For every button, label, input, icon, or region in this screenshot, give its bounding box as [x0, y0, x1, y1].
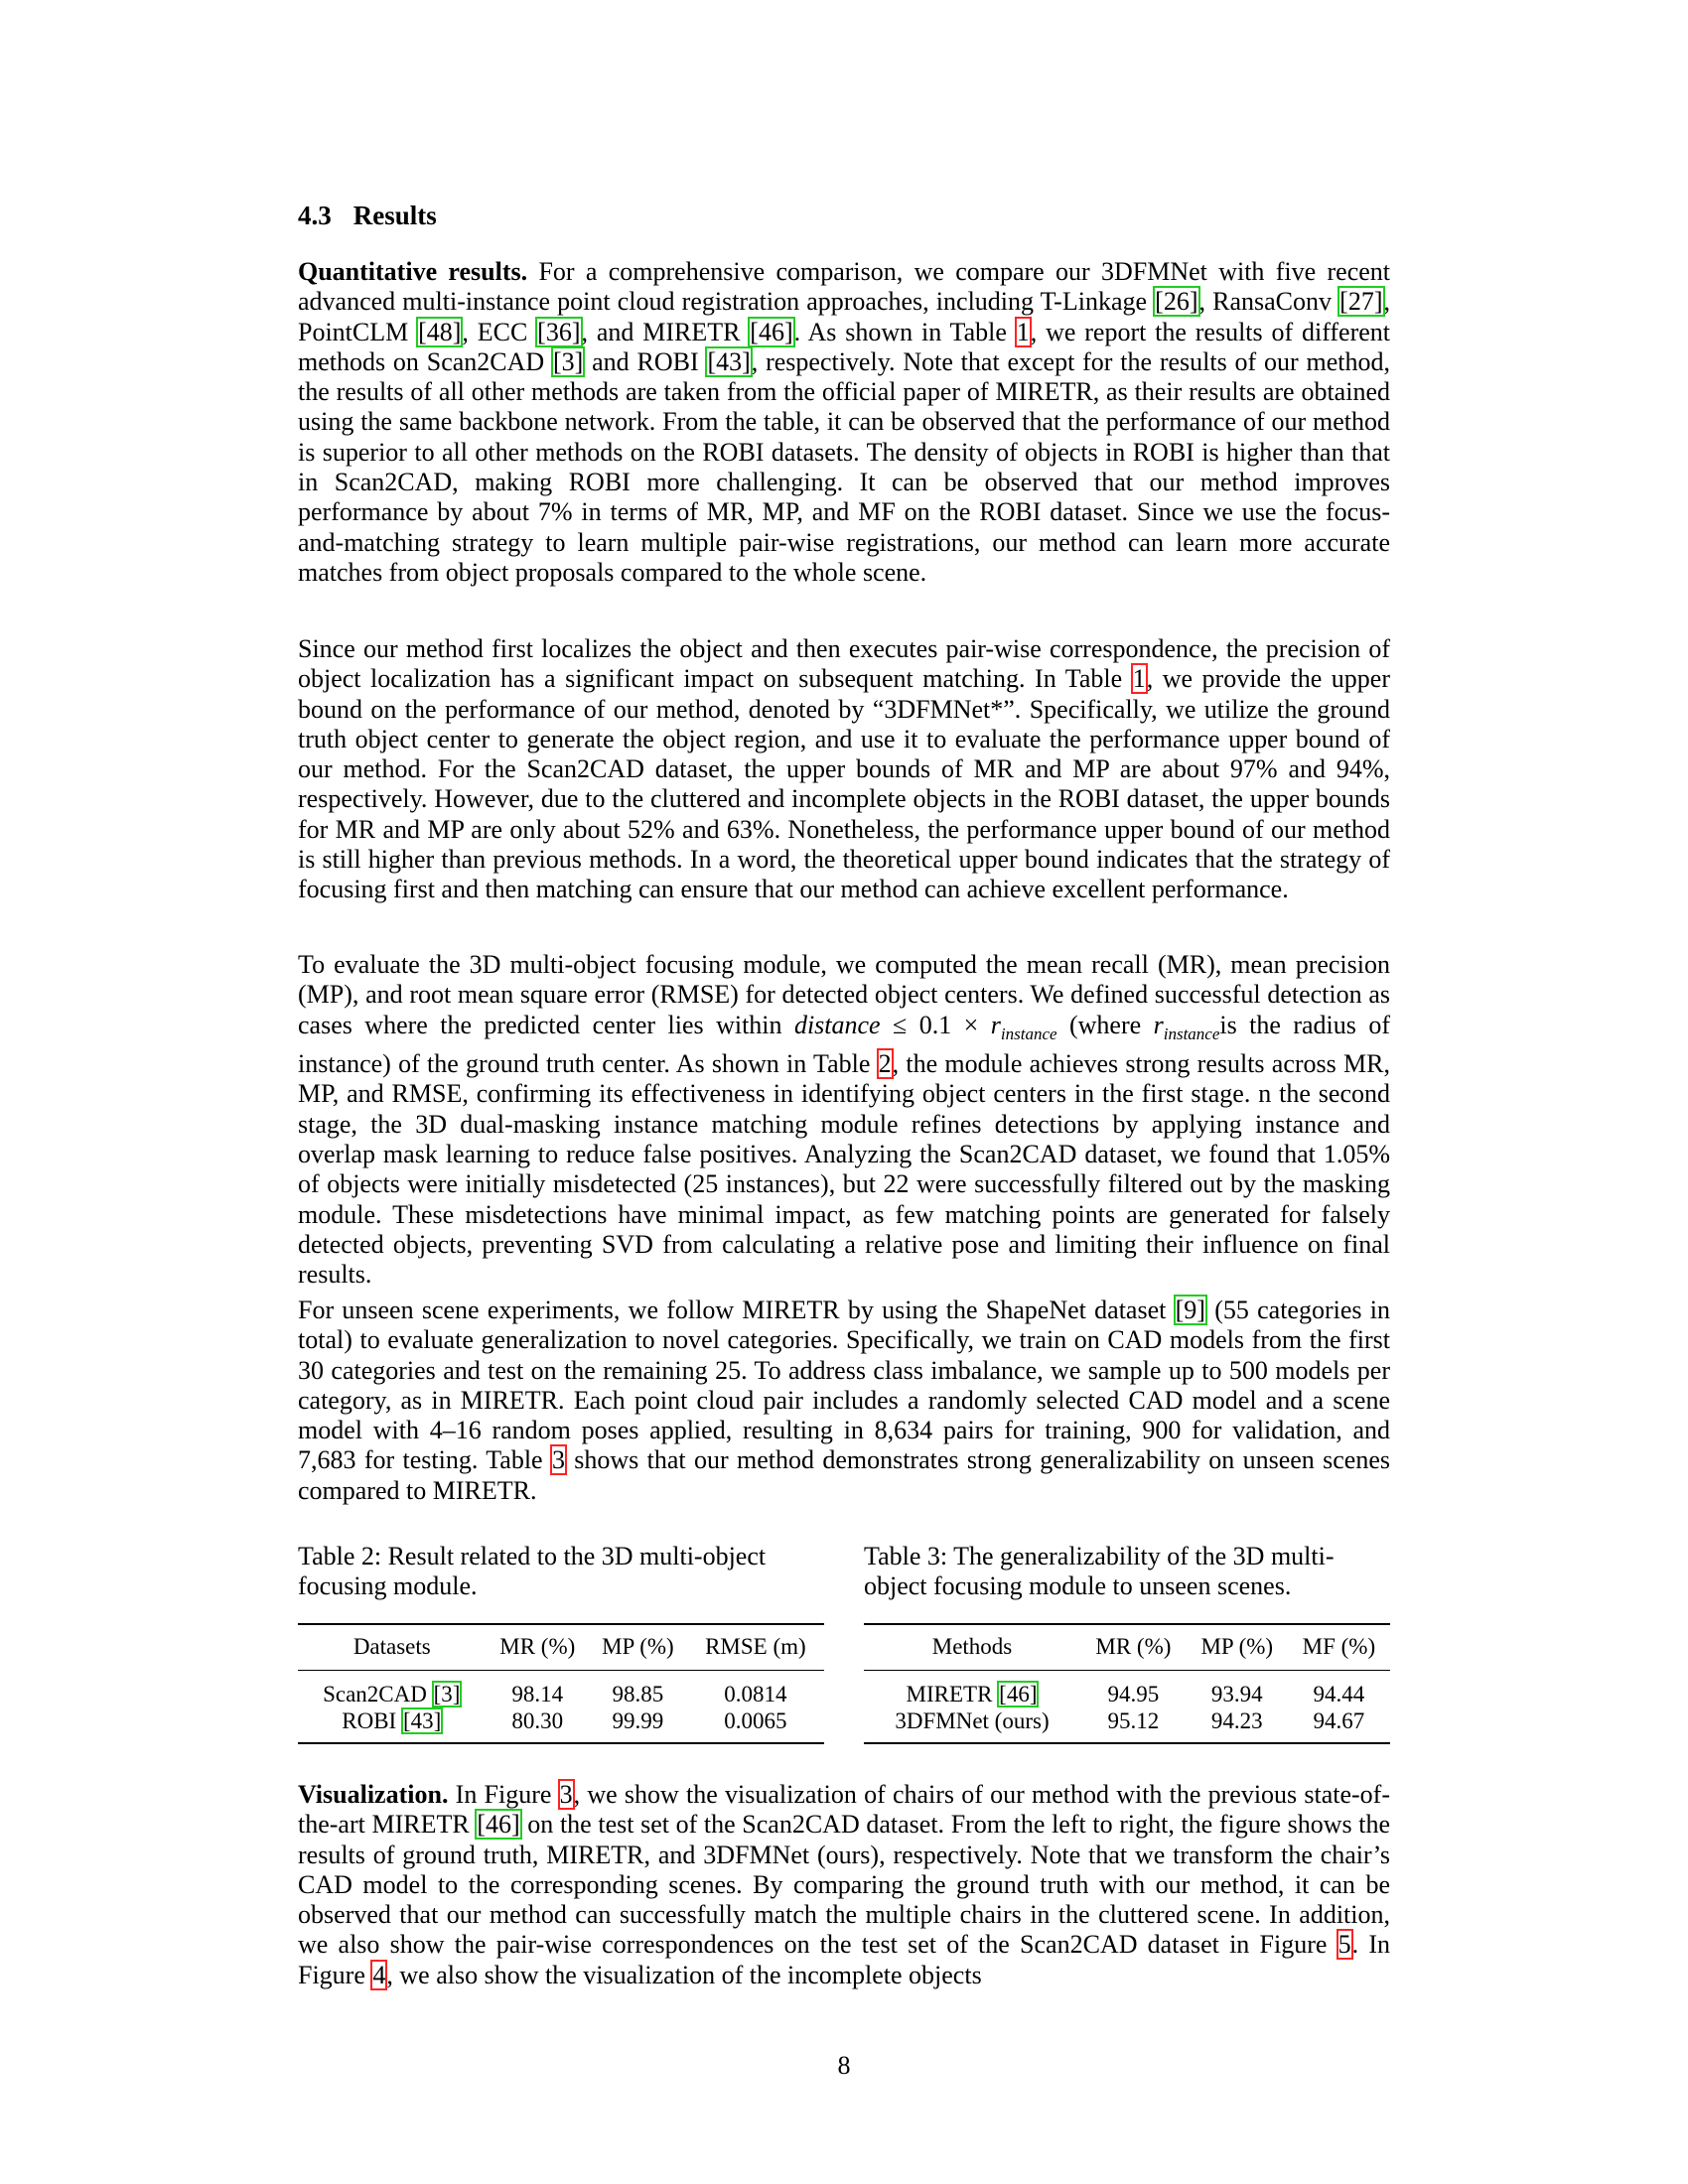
table-row: [864, 1707, 1390, 1743]
table2-caption: Table 2: Result related to the 3D multi-object focusing module.: [298, 1542, 767, 1600]
table-cell: 93.94: [1210, 1681, 1263, 1706]
row-label: MIRETR: [906, 1681, 999, 1706]
citation-link[interactable]: [43]: [707, 346, 751, 376]
body-text: , we show the visualization of chairs of our method with the previous state-of-the-art MIRETR: [298, 1780, 1390, 1840]
body-text: shows that our method demonstrates strong generalizability on unseen scenes compared to MIRETR.: [298, 1445, 1390, 1505]
math-subscript: instance: [1163, 1024, 1220, 1043]
paragraph-lead: Quantitative results.: [298, 257, 528, 286]
paragraph-lead: Visualization.: [298, 1780, 449, 1809]
table-ref-link[interactable]: 2: [878, 1049, 892, 1079]
table-cell: 94.44: [1313, 1681, 1365, 1706]
table-header-row: [298, 1624, 824, 1671]
body-text: , RansaConv: [1198, 287, 1339, 317]
section-heading: [298, 201, 437, 231]
table-row: [864, 1671, 1390, 1708]
citation-link[interactable]: [46]: [477, 1810, 520, 1840]
citation-link[interactable]: [43]: [402, 1707, 442, 1733]
column-header: MR (%): [1095, 1633, 1172, 1659]
section-title: Results: [352, 201, 437, 230]
body-text: To evaluate the 3D multi-object focusing module, we computed the mean recall (MR), mean precision (MP), and root mean square error (RMSE) for detected object centers. We defined successful detection as cases where the predicted center lies within: [298, 950, 1390, 1039]
table-cell: 0.0065: [724, 1707, 787, 1733]
table-ref-link[interactable]: 3: [551, 1445, 565, 1475]
table-cell-best: 94.67: [1313, 1707, 1365, 1733]
table-ref-link[interactable]: 1: [1016, 317, 1030, 346]
paragraph-visualization: [298, 1780, 1390, 1990]
page-number: 8: [837, 2051, 851, 2080]
body-text: , the module achieves strong results across MR, MP, and RMSE, confirming its effectiveness in identifying object centers in the first stage. n the second stage, the 3D dual-masking instance matching module refines detections by applying instance and overlap mask learning to reduce false positives. Analyzing the Scan2CAD dataset, we found that 1.05% of objects were initially misdetected (25 instances), but 22 were successfully filtered out by the masking module. These misdetections have minimal impact, as few matching points are generated for falsely detected objects, preventing SVD from calculating a relative pose and limiting their influence on final results.: [298, 1049, 1390, 1290]
body-text: In Figure: [448, 1780, 559, 1809]
table3: [864, 1623, 1390, 1744]
table-row: [298, 1671, 824, 1708]
body-text: For unseen scene experiments, we follow MIRETR by using the ShapeNet dataset: [298, 1296, 1175, 1324]
body-text: , we report the results of different methods on Scan2CAD: [298, 317, 1391, 376]
math-text: r: [1153, 1010, 1164, 1039]
citation-link[interactable]: [9]: [1175, 1296, 1205, 1324]
table-cell: 3DFMNet (ours): [895, 1707, 1050, 1733]
citation-link[interactable]: [46]: [999, 1681, 1038, 1706]
table-row: [298, 1707, 824, 1743]
citation-link[interactable]: [36]: [537, 317, 581, 346]
citation-link[interactable]: [3]: [553, 346, 584, 376]
math-text: r: [990, 1010, 1001, 1039]
body-text: , we provide the upper bound on the performance of our method, denoted by “3DFMNet*”. Specifically, we utilize the ground truth object center to generate the object region, and use it to evaluate the performance upper bound of our method. For the Scan2CAD dataset, the upper bounds of MR and MP are about 97% and 94%, respectively. However, due to the cluttered and incomplete objects in the ROBI dataset, the upper bounds for MR and MP are only about 52% and 63%. Nonetheless, the performance upper bound of our method is still higher than previous methods. In a word, the theoretical upper bound indicates that the strategy of focusing first and then matching can ensure that our method can achieve excellent performance.: [298, 664, 1391, 904]
citation-link[interactable]: [27]: [1339, 287, 1383, 317]
math-text: ≤ 0.1 ×: [880, 1010, 991, 1039]
body-text: and ROBI: [584, 346, 707, 376]
body-text: . In Figure: [298, 1930, 1390, 1989]
column-header: MF (%): [1302, 1633, 1376, 1659]
table-cell: [298, 1671, 487, 1708]
table2: [298, 1623, 824, 1744]
table3-caption: Table 3: The generalizability of the 3D multi-object focusing module to unseen scenes.: [864, 1542, 1335, 1600]
math-expression: [1153, 1010, 1220, 1043]
body-text: For a comprehensive comparison, we compare our 3DFMNet with five recent advanced multi-instance point cloud registration approaches, including T-Linkage: [298, 257, 1390, 317]
column-header: MP (%): [1200, 1633, 1274, 1659]
citation-link[interactable]: [26]: [1155, 287, 1198, 317]
body-text: , we also show the visualization of the incomplete objects: [386, 1960, 982, 1989]
paragraph-unseen-scenes: [298, 1296, 1390, 1506]
column-header: Methods: [931, 1633, 1013, 1659]
body-text: , PointCLM: [298, 287, 1390, 346]
column-header: MR (%): [499, 1633, 576, 1659]
body-text: (where: [1056, 1010, 1154, 1039]
table-cell: [864, 1671, 1080, 1708]
math-text: distance: [793, 1010, 881, 1039]
table-header-row: [864, 1624, 1390, 1671]
table-cell: 98.14: [511, 1681, 564, 1706]
body-text: (55 categories in total) to evaluate generalization to novel categories. Specifically, we train on CAD models from the first 30 categories and test on the remaining 25. To address class imbalance, we sample up to 500 models per category, as in MIRETR. Each point cloud pair includes a randomly selected CAD model and a scene model with 4–16 random poses applied, resulting in 8,634 pairs for training, 900 for validation, and 7,683 for testing. Table: [298, 1296, 1390, 1475]
table-cell-best: 95.12: [1107, 1707, 1160, 1733]
section-number: 4.3: [298, 201, 332, 230]
column-header: Datasets: [352, 1633, 431, 1659]
body-text: on the test set of the Scan2CAD dataset. From the left to right, the figure shows the results of ground truth, MIRETR, and 3DFMNet (ours), respectively. Note that we transform the chair’s CAD model to the corresponding scenes. By comparing the ground truth with our method, it can be observed that our method can successfully match the multiple chairs in the cluttered scene. In addition, we also show the pair-wise correspondences on the test set of the Scan2CAD dataset in Figure: [298, 1810, 1390, 1960]
citation-link[interactable]: [46]: [750, 317, 793, 346]
table-cell: [298, 1707, 487, 1743]
table-ref-link[interactable]: 1: [1132, 664, 1146, 694]
body-text: is the radius of instance) of the ground truth center. As shown in Table: [298, 1010, 1390, 1079]
table-cell: 94.95: [1107, 1681, 1160, 1706]
column-header: MP (%): [602, 1633, 674, 1659]
body-text: , and MIRETR: [581, 317, 750, 346]
body-text: , ECC: [462, 317, 537, 346]
body-text: Since our method first localizes the object and then executes pair-wise correspondence, the precision of object localization has a significant impact on subsequent matching. In Table: [298, 634, 1390, 694]
table-cell: 99.99: [612, 1707, 664, 1733]
body-text: , respectively. Note that except for the results of our method, the results of all other methods are taken from the official paper of MIRETR, as their results are obtained using the same backbone network. From the table, it can be observed that the performance of our method is superior to all other methods on the ROBI datasets. The density of objects in ROBI is higher than that in Scan2CAD, making ROBI more challenging. It can be observed that our method improves performance by about 7% in terms of MR, MP, and MF on the ROBI dataset. Since we use the focus-and-matching strategy to learn multiple pair-wise registrations, our method can learn more accurate matches from object proposals compared to the whole scene.: [298, 346, 1390, 587]
math-expression: [793, 1010, 1057, 1043]
paragraph-focusing-evaluation: [298, 950, 1390, 1290]
table-cell-best: 94.23: [1210, 1707, 1263, 1733]
paragraph-quantitative-results: [298, 257, 1390, 588]
row-label: ROBI: [342, 1707, 402, 1733]
table-cell: 0.0814: [724, 1681, 787, 1706]
citation-link[interactable]: [48]: [418, 317, 462, 346]
figure-ref-link[interactable]: 5: [1337, 1930, 1351, 1960]
citation-link[interactable]: [3]: [433, 1681, 461, 1706]
figure-ref-link[interactable]: 3: [559, 1780, 573, 1809]
figure-ref-link[interactable]: 4: [372, 1960, 386, 1989]
math-subscript: instance: [1000, 1024, 1057, 1043]
column-header: RMSE (m): [705, 1633, 806, 1659]
table-cell: 98.85: [612, 1681, 664, 1706]
body-text: . As shown in Table: [793, 317, 1016, 346]
row-label: Scan2CAD: [323, 1681, 433, 1706]
table-cell: 80.30: [511, 1707, 564, 1733]
paragraph-upper-bound: [298, 634, 1390, 905]
